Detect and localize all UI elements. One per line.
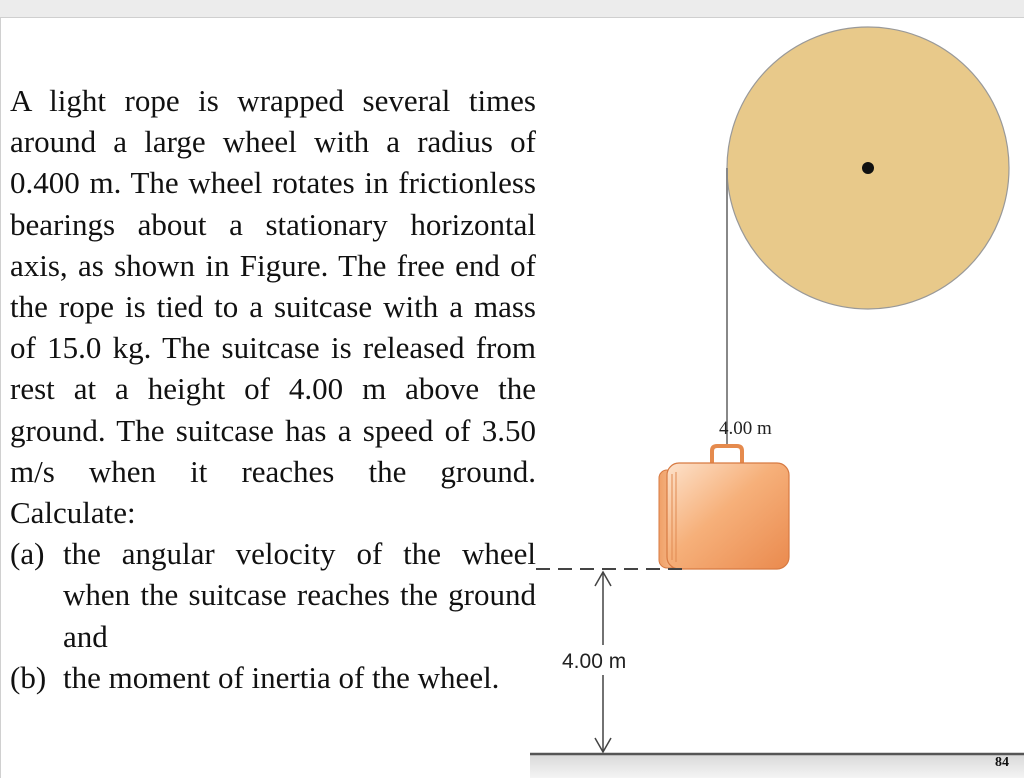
suitcase-handle bbox=[712, 446, 742, 465]
page-number: 84 bbox=[995, 755, 1009, 770]
suitcase-body bbox=[667, 463, 789, 569]
height-label: 4.00 m bbox=[562, 650, 627, 673]
part-a-text: the angular velocity of the wheel when the suitcase reaches the ground and bbox=[63, 536, 536, 654]
part-b-text: the moment of inertia of the wheel. bbox=[63, 659, 500, 695]
part-b-label: (b) bbox=[10, 659, 47, 695]
problem-intro: A light rope is wrapped several times around a large wheel with a radius of 0.400 m. The wheel rotates in frictionless bearings about a stationary horizontal axis, as shown in Figure. The free end of the rope is tied to a suitcase with a mass of 15.0 kg. The suitcase is released from rest at a height of 4.00 m above the ground. The suitcase has a speed of 3.50 m/s when it reaches the ground. Calculate: bbox=[10, 83, 536, 531]
wheel-axle-dot bbox=[862, 162, 874, 174]
suitcase bbox=[659, 446, 789, 569]
ground-shading bbox=[530, 754, 1024, 778]
part-a-label: (a) bbox=[10, 536, 45, 572]
rope-length-label: 4.00 m bbox=[719, 418, 772, 439]
